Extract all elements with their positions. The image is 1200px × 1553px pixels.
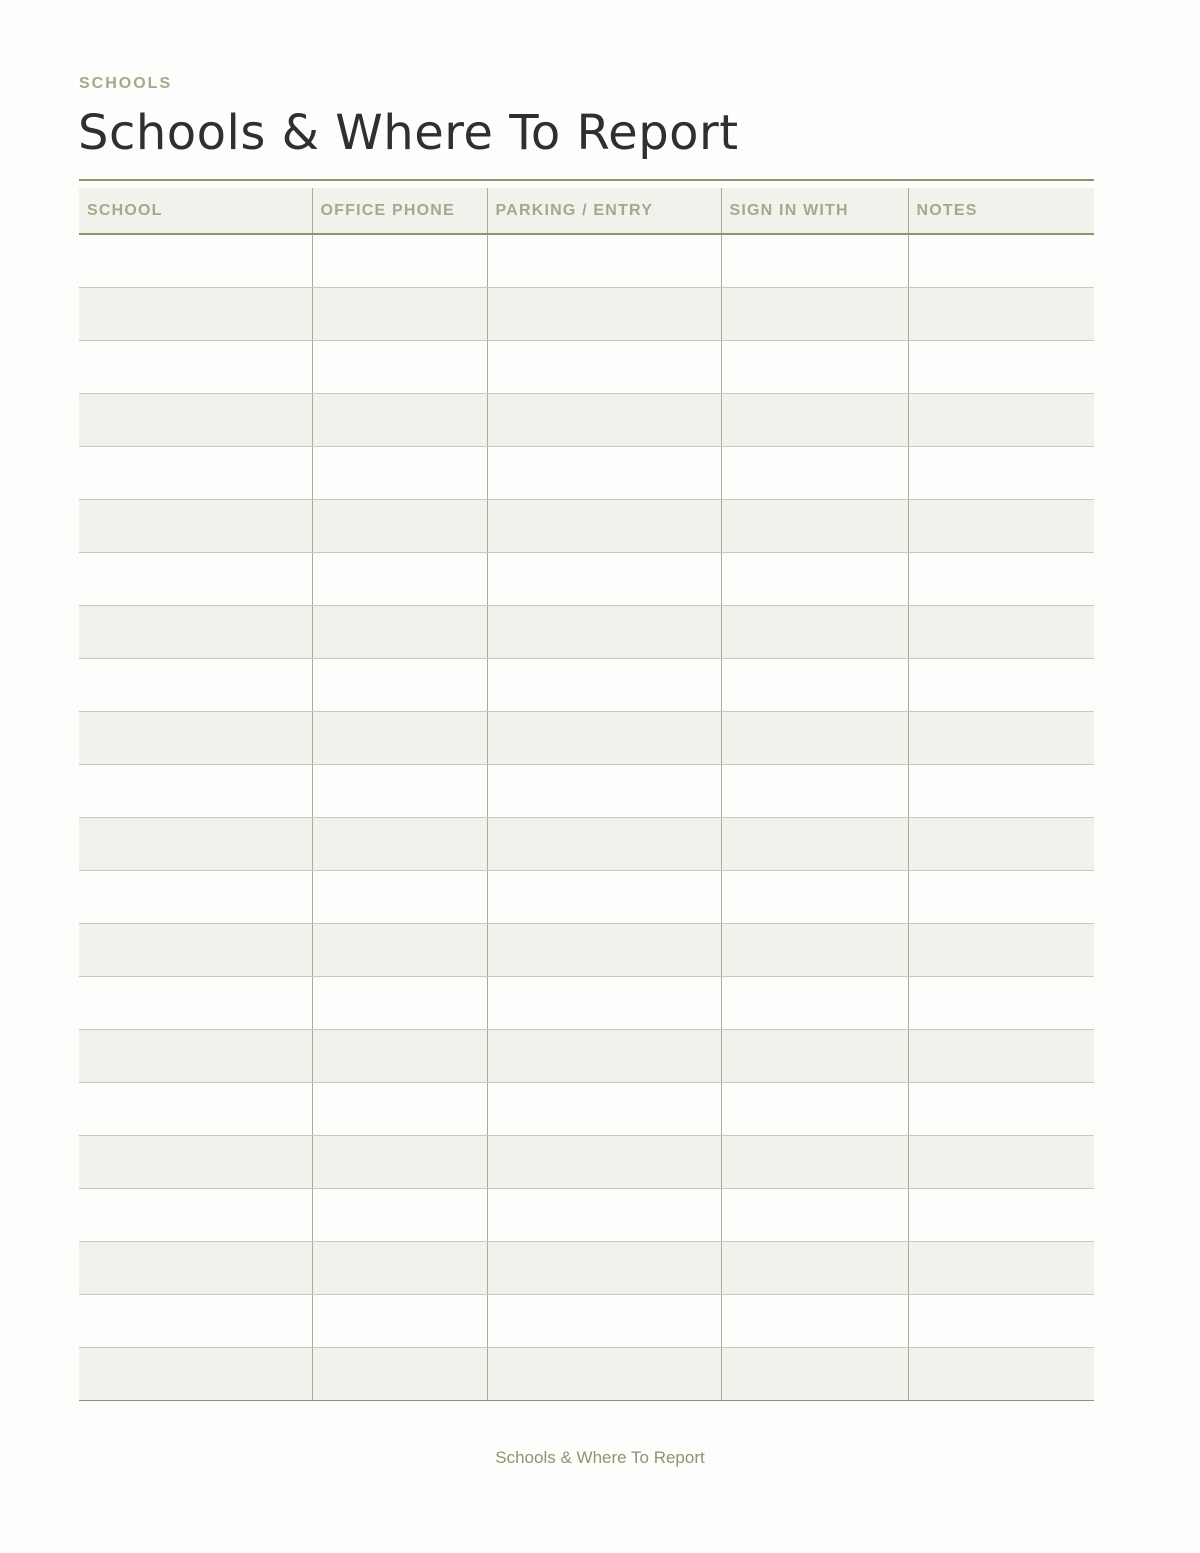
cell-parking-entry[interactable] bbox=[487, 1294, 721, 1347]
cell-notes[interactable] bbox=[908, 817, 1094, 870]
cell-school[interactable] bbox=[79, 1082, 312, 1135]
table-row bbox=[79, 658, 1094, 711]
cell-school[interactable] bbox=[79, 870, 312, 923]
cell-school[interactable] bbox=[79, 1135, 312, 1188]
page-title: Schools & Where To Report bbox=[78, 105, 739, 161]
cell-notes[interactable] bbox=[908, 976, 1094, 1029]
cell-parking-entry[interactable] bbox=[487, 1347, 721, 1400]
cell-school[interactable] bbox=[79, 1294, 312, 1347]
cell-sign-in-with[interactable] bbox=[721, 499, 908, 552]
table-row bbox=[79, 817, 1094, 870]
table-row bbox=[79, 1029, 1094, 1082]
table-row bbox=[79, 711, 1094, 764]
cell-sign-in-with[interactable] bbox=[721, 393, 908, 446]
cell-school[interactable] bbox=[79, 1347, 312, 1400]
table-row bbox=[79, 1347, 1094, 1400]
cell-parking-entry[interactable] bbox=[487, 923, 721, 976]
cell-parking-entry[interactable] bbox=[487, 1241, 721, 1294]
cell-parking-entry[interactable] bbox=[487, 1029, 721, 1082]
table-row bbox=[79, 287, 1094, 340]
cell-office-phone[interactable] bbox=[312, 1029, 487, 1082]
cell-parking-entry[interactable] bbox=[487, 764, 721, 817]
cell-sign-in-with[interactable] bbox=[721, 552, 908, 605]
cell-parking-entry[interactable] bbox=[487, 605, 721, 658]
cell-notes[interactable] bbox=[908, 1347, 1094, 1400]
cell-office-phone[interactable] bbox=[312, 605, 487, 658]
cell-notes[interactable] bbox=[908, 923, 1094, 976]
cell-notes[interactable] bbox=[908, 1241, 1094, 1294]
cell-office-phone[interactable] bbox=[312, 764, 487, 817]
table-row bbox=[79, 340, 1094, 393]
table-row bbox=[79, 1082, 1094, 1135]
column-header-sign-in-with: SIGN IN WITH bbox=[721, 188, 908, 234]
cell-sign-in-with[interactable] bbox=[721, 1188, 908, 1241]
cell-office-phone[interactable] bbox=[312, 393, 487, 446]
cell-sign-in-with[interactable] bbox=[721, 976, 908, 1029]
schools-table bbox=[79, 188, 1094, 1401]
table-row bbox=[79, 393, 1094, 446]
table-row bbox=[79, 234, 1094, 287]
cell-office-phone[interactable] bbox=[312, 1294, 487, 1347]
cell-notes[interactable] bbox=[908, 1294, 1094, 1347]
cell-school[interactable] bbox=[79, 1241, 312, 1294]
cell-school[interactable] bbox=[79, 976, 312, 1029]
cell-sign-in-with[interactable] bbox=[721, 287, 908, 340]
table-row bbox=[79, 976, 1094, 1029]
cell-office-phone[interactable] bbox=[312, 446, 487, 499]
cell-sign-in-with[interactable] bbox=[721, 1241, 908, 1294]
cell-sign-in-with[interactable] bbox=[721, 817, 908, 870]
cell-notes[interactable] bbox=[908, 552, 1094, 605]
cell-school[interactable] bbox=[79, 923, 312, 976]
cell-sign-in-with[interactable] bbox=[721, 605, 908, 658]
cell-school[interactable] bbox=[79, 234, 312, 287]
cell-school[interactable] bbox=[79, 817, 312, 870]
cell-sign-in-with[interactable] bbox=[721, 234, 908, 287]
cell-parking-entry[interactable] bbox=[487, 287, 721, 340]
table-row bbox=[79, 1188, 1094, 1241]
cell-office-phone[interactable] bbox=[312, 499, 487, 552]
cell-office-phone[interactable] bbox=[312, 870, 487, 923]
cell-parking-entry[interactable] bbox=[487, 870, 721, 923]
cell-parking-entry[interactable] bbox=[487, 499, 721, 552]
cell-notes[interactable] bbox=[908, 711, 1094, 764]
cell-notes[interactable] bbox=[908, 605, 1094, 658]
section-eyebrow: SCHOOLS bbox=[79, 75, 173, 92]
column-header-notes: NOTES bbox=[908, 188, 1094, 234]
cell-school[interactable] bbox=[79, 1188, 312, 1241]
cell-parking-entry[interactable] bbox=[487, 976, 721, 1029]
table-row bbox=[79, 870, 1094, 923]
cell-parking-entry[interactable] bbox=[487, 340, 721, 393]
cell-office-phone[interactable] bbox=[312, 658, 487, 711]
cell-office-phone[interactable] bbox=[312, 287, 487, 340]
cell-office-phone[interactable] bbox=[312, 1188, 487, 1241]
cell-sign-in-with[interactable] bbox=[721, 1135, 908, 1188]
cell-office-phone[interactable] bbox=[312, 817, 487, 870]
column-header-school: SCHOOL bbox=[79, 188, 312, 234]
cell-sign-in-with[interactable] bbox=[721, 1082, 908, 1135]
cell-parking-entry[interactable] bbox=[487, 446, 721, 499]
column-header-office-phone: OFFICE PHONE bbox=[312, 188, 487, 234]
cell-office-phone[interactable] bbox=[312, 340, 487, 393]
cell-office-phone[interactable] bbox=[312, 234, 487, 287]
table-row bbox=[79, 499, 1094, 552]
table-row bbox=[79, 605, 1094, 658]
cell-sign-in-with[interactable] bbox=[721, 658, 908, 711]
cell-parking-entry[interactable] bbox=[487, 1188, 721, 1241]
cell-school[interactable] bbox=[79, 393, 312, 446]
title-divider bbox=[79, 179, 1094, 181]
cell-sign-in-with[interactable] bbox=[721, 1029, 908, 1082]
cell-school[interactable] bbox=[79, 1029, 312, 1082]
cell-sign-in-with[interactable] bbox=[721, 711, 908, 764]
cell-school[interactable] bbox=[79, 552, 312, 605]
cell-notes[interactable] bbox=[908, 499, 1094, 552]
table-row bbox=[79, 923, 1094, 976]
cell-sign-in-with[interactable] bbox=[721, 446, 908, 499]
cell-notes[interactable] bbox=[908, 340, 1094, 393]
cell-notes[interactable] bbox=[908, 393, 1094, 446]
cell-notes[interactable] bbox=[908, 658, 1094, 711]
cell-parking-entry[interactable] bbox=[487, 1135, 721, 1188]
cell-sign-in-with[interactable] bbox=[721, 923, 908, 976]
cell-school[interactable] bbox=[79, 764, 312, 817]
cell-parking-entry[interactable] bbox=[487, 817, 721, 870]
cell-parking-entry[interactable] bbox=[487, 552, 721, 605]
cell-notes[interactable] bbox=[908, 287, 1094, 340]
cell-notes[interactable] bbox=[908, 1082, 1094, 1135]
cell-parking-entry[interactable] bbox=[487, 1082, 721, 1135]
table-row bbox=[79, 764, 1094, 817]
cell-sign-in-with[interactable] bbox=[721, 1347, 908, 1400]
cell-notes[interactable] bbox=[908, 1188, 1094, 1241]
cell-parking-entry[interactable] bbox=[487, 658, 721, 711]
table-row bbox=[79, 446, 1094, 499]
cell-parking-entry[interactable] bbox=[487, 393, 721, 446]
cell-sign-in-with[interactable] bbox=[721, 764, 908, 817]
cell-notes[interactable] bbox=[908, 870, 1094, 923]
cell-office-phone[interactable] bbox=[312, 711, 487, 764]
cell-notes[interactable] bbox=[908, 764, 1094, 817]
cell-school[interactable] bbox=[79, 711, 312, 764]
table-row bbox=[79, 1135, 1094, 1188]
cell-office-phone[interactable] bbox=[312, 1241, 487, 1294]
cell-sign-in-with[interactable] bbox=[721, 340, 908, 393]
cell-office-phone[interactable] bbox=[312, 923, 487, 976]
cell-school[interactable] bbox=[79, 658, 312, 711]
cell-notes[interactable] bbox=[908, 446, 1094, 499]
cell-office-phone[interactable] bbox=[312, 976, 487, 1029]
cell-school[interactable] bbox=[79, 340, 312, 393]
cell-school[interactable] bbox=[79, 446, 312, 499]
cell-office-phone[interactable] bbox=[312, 552, 487, 605]
cell-notes[interactable] bbox=[908, 1135, 1094, 1188]
cell-parking-entry[interactable] bbox=[487, 711, 721, 764]
page-footer: Schools & Where To Report bbox=[495, 1448, 705, 1467]
cell-office-phone[interactable] bbox=[312, 1082, 487, 1135]
cell-notes[interactable] bbox=[908, 1029, 1094, 1082]
cell-school[interactable] bbox=[79, 605, 312, 658]
cell-sign-in-with[interactable] bbox=[721, 870, 908, 923]
cell-school[interactable] bbox=[79, 499, 312, 552]
table-header-row bbox=[79, 188, 1094, 234]
table-row bbox=[79, 1294, 1094, 1347]
cell-office-phone[interactable] bbox=[312, 1347, 487, 1400]
table-row bbox=[79, 552, 1094, 605]
cell-parking-entry[interactable] bbox=[487, 234, 721, 287]
cell-notes[interactable] bbox=[908, 234, 1094, 287]
cell-sign-in-with[interactable] bbox=[721, 1294, 908, 1347]
column-header-parking-entry: PARKING / ENTRY bbox=[487, 188, 721, 234]
table-body bbox=[79, 234, 1094, 1400]
cell-school[interactable] bbox=[79, 287, 312, 340]
table-row bbox=[79, 1241, 1094, 1294]
cell-office-phone[interactable] bbox=[312, 1135, 487, 1188]
